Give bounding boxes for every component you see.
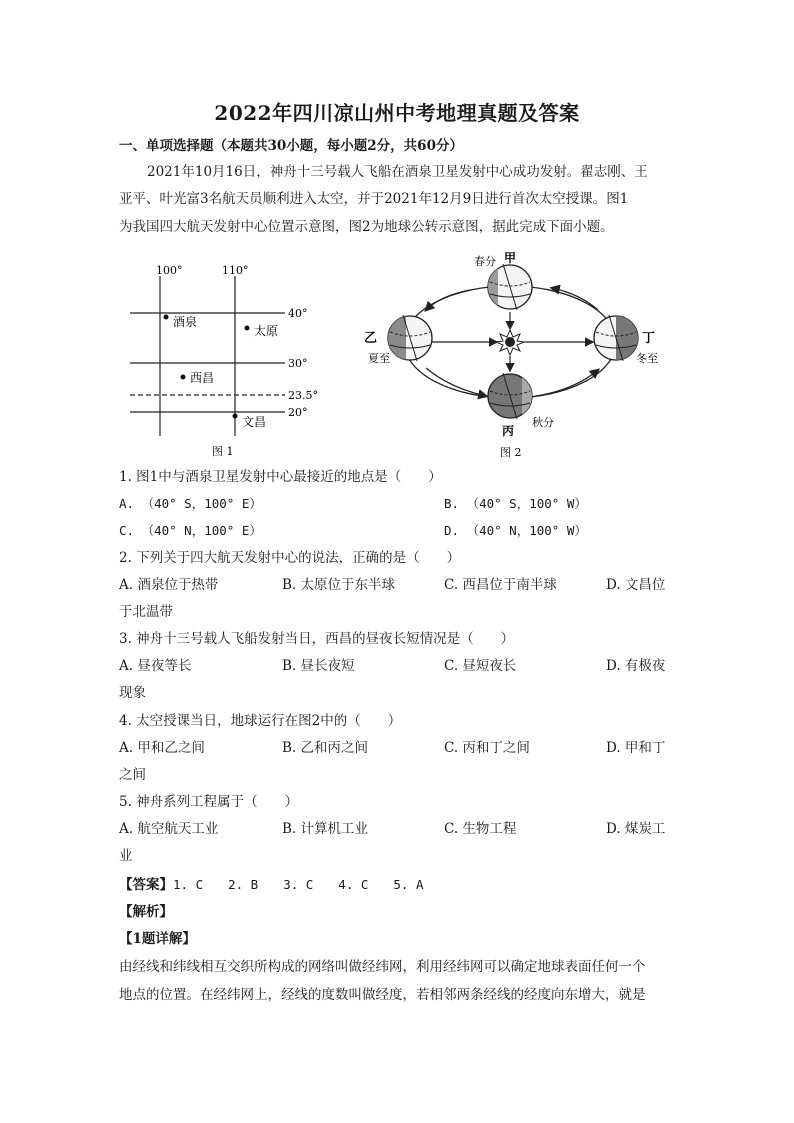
answer-row <box>119 876 424 894</box>
label-yi: 乙 <box>364 331 378 346</box>
intro-line-3: 为我国四大航天发射中心位置示意图，图2为地球公转示意图，据此完成下面小题。 <box>119 219 614 235</box>
q1-stem: 1. 图1中与酒泉卫星发射中心最接近的地点是（ ） <box>119 469 442 485</box>
place-jiuquan: 酒泉 <box>173 315 198 329</box>
q1-option-b[interactable]: B. （40° S，100° W） <box>444 496 587 511</box>
q3-option-c[interactable]: C. 昼短夜长 <box>444 658 517 674</box>
sun-icon <box>496 330 524 355</box>
q3-option-d-wrap: 现象 <box>119 685 146 701</box>
q5-option-a[interactable]: A. 航空航天工业 <box>119 821 219 837</box>
q3-option-a[interactable]: A. 昼夜等长 <box>119 658 192 674</box>
globe-yi <box>388 315 432 361</box>
place-wenchang: 文昌 <box>242 415 267 429</box>
q4-option-a[interactable]: A. 甲和乙之间 <box>119 740 205 756</box>
section-heading: 一、单项选择题（本题共30小题，每小题2分，共60分） <box>119 138 463 154</box>
lat-label-23-5: 23.5° <box>288 389 318 402</box>
q4-option-c[interactable]: C. 丙和丁之间 <box>444 740 530 756</box>
figure-2-caption: 图 2 <box>500 446 522 459</box>
analysis-label: 【解析】 <box>119 904 173 920</box>
label-jia: 甲 <box>504 251 517 265</box>
q4-option-d-wrap: 之间 <box>119 767 146 783</box>
q3-option-d[interactable]: D. 有极夜 <box>606 658 666 674</box>
answer-label: 【答案】 <box>119 877 173 893</box>
place-taiyuan: 太原 <box>254 324 279 338</box>
q5-stem: 5. 神舟系列工程属于（ ） <box>119 794 299 810</box>
intro-line-2: 亚平、叶光富3名航天员顺利进入太空，并于2021年12月9日进行首次太空授课。图1 <box>119 191 629 207</box>
detail-label: 【1题详解】 <box>119 931 196 947</box>
q2-option-b[interactable]: B. 太原位于东半球 <box>282 577 396 593</box>
taiyuan-dot <box>245 326 250 331</box>
label-ding: 丁 <box>642 331 656 346</box>
q2-option-d[interactable]: D. 文昌位 <box>606 577 666 593</box>
label-autumn: 秋分 <box>532 416 554 429</box>
q1-option-a[interactable]: A. （40° S，100° E） <box>119 496 262 511</box>
wenchang-dot <box>233 414 238 419</box>
q2-option-a[interactable]: A. 酒泉位于热带 <box>119 577 219 593</box>
q3-option-b[interactable]: B. 昼长夜短 <box>282 658 355 674</box>
lon-label-110: 110° <box>222 264 249 277</box>
detail-line-2: 地点的位置。在经纬网上，经线的度数叫做经度，若相邻两条经线的经度向东增大，就是 <box>119 987 646 1003</box>
figure-2-orbit <box>340 250 680 460</box>
answer-list: 1. C 2. B 3. C 4. C 5. A <box>173 877 424 892</box>
q5-option-b[interactable]: B. 计算机工业 <box>282 821 369 837</box>
q5-option-c[interactable]: C. 生物工程 <box>444 821 517 837</box>
place-xichang: 西昌 <box>190 371 215 385</box>
q4-stem: 4. 太空授课当日，地球运行在图2中的（ ） <box>119 713 402 729</box>
jiuquan-dot <box>164 315 169 320</box>
label-winter: 冬至 <box>636 352 658 365</box>
q4-option-b[interactable]: B. 乙和丙之间 <box>282 740 369 756</box>
q3-stem: 3. 神舟十三号载人飞船发射当日，西昌的昼夜长短情况是（ ） <box>119 631 515 647</box>
q5-option-d[interactable]: D. 煤炭工 <box>606 821 666 837</box>
globe-ding <box>594 315 640 361</box>
detail-line-1: 由经线和纬线相互交织所构成的网络叫做经纬网，利用经纬网可以确定地球表面任何一个 <box>119 959 646 975</box>
lat-label-20: 20° <box>288 406 308 419</box>
globe-bing <box>488 373 532 419</box>
q2-option-c[interactable]: C. 西昌位于南半球 <box>444 577 557 593</box>
q1-option-c[interactable]: C. （40° N，100° E） <box>119 523 262 538</box>
page-title: 2022年四川凉山州中考地理真题及答案 <box>214 101 580 125</box>
q2-stem: 2. 下列关于四大航天发射中心的说法，正确的是（ ） <box>119 550 461 566</box>
intro-line-1: 2021年10月16日，神舟十三号载人飞船在酒泉卫星发射中心成功发射。翟志刚、王 <box>147 164 648 180</box>
globe-jia <box>488 264 532 310</box>
lat-label-30: 30° <box>288 357 308 370</box>
q4-option-d[interactable]: D. 甲和丁 <box>606 740 666 756</box>
label-spring: 春分 <box>474 255 496 268</box>
label-summer: 夏至 <box>368 352 390 365</box>
xichang-dot <box>181 375 186 380</box>
q2-option-d-wrap: 于北温带 <box>119 604 173 620</box>
lon-label-100: 100° <box>156 264 183 277</box>
q5-option-d-wrap: 业 <box>119 848 133 864</box>
label-bing: 丙 <box>502 424 515 438</box>
figure-1-map <box>120 258 340 460</box>
figure-1-caption: 图 1 <box>212 445 234 458</box>
lat-label-40: 40° <box>288 307 308 320</box>
q1-option-d[interactable]: D. （40° N，100° W） <box>444 523 587 538</box>
